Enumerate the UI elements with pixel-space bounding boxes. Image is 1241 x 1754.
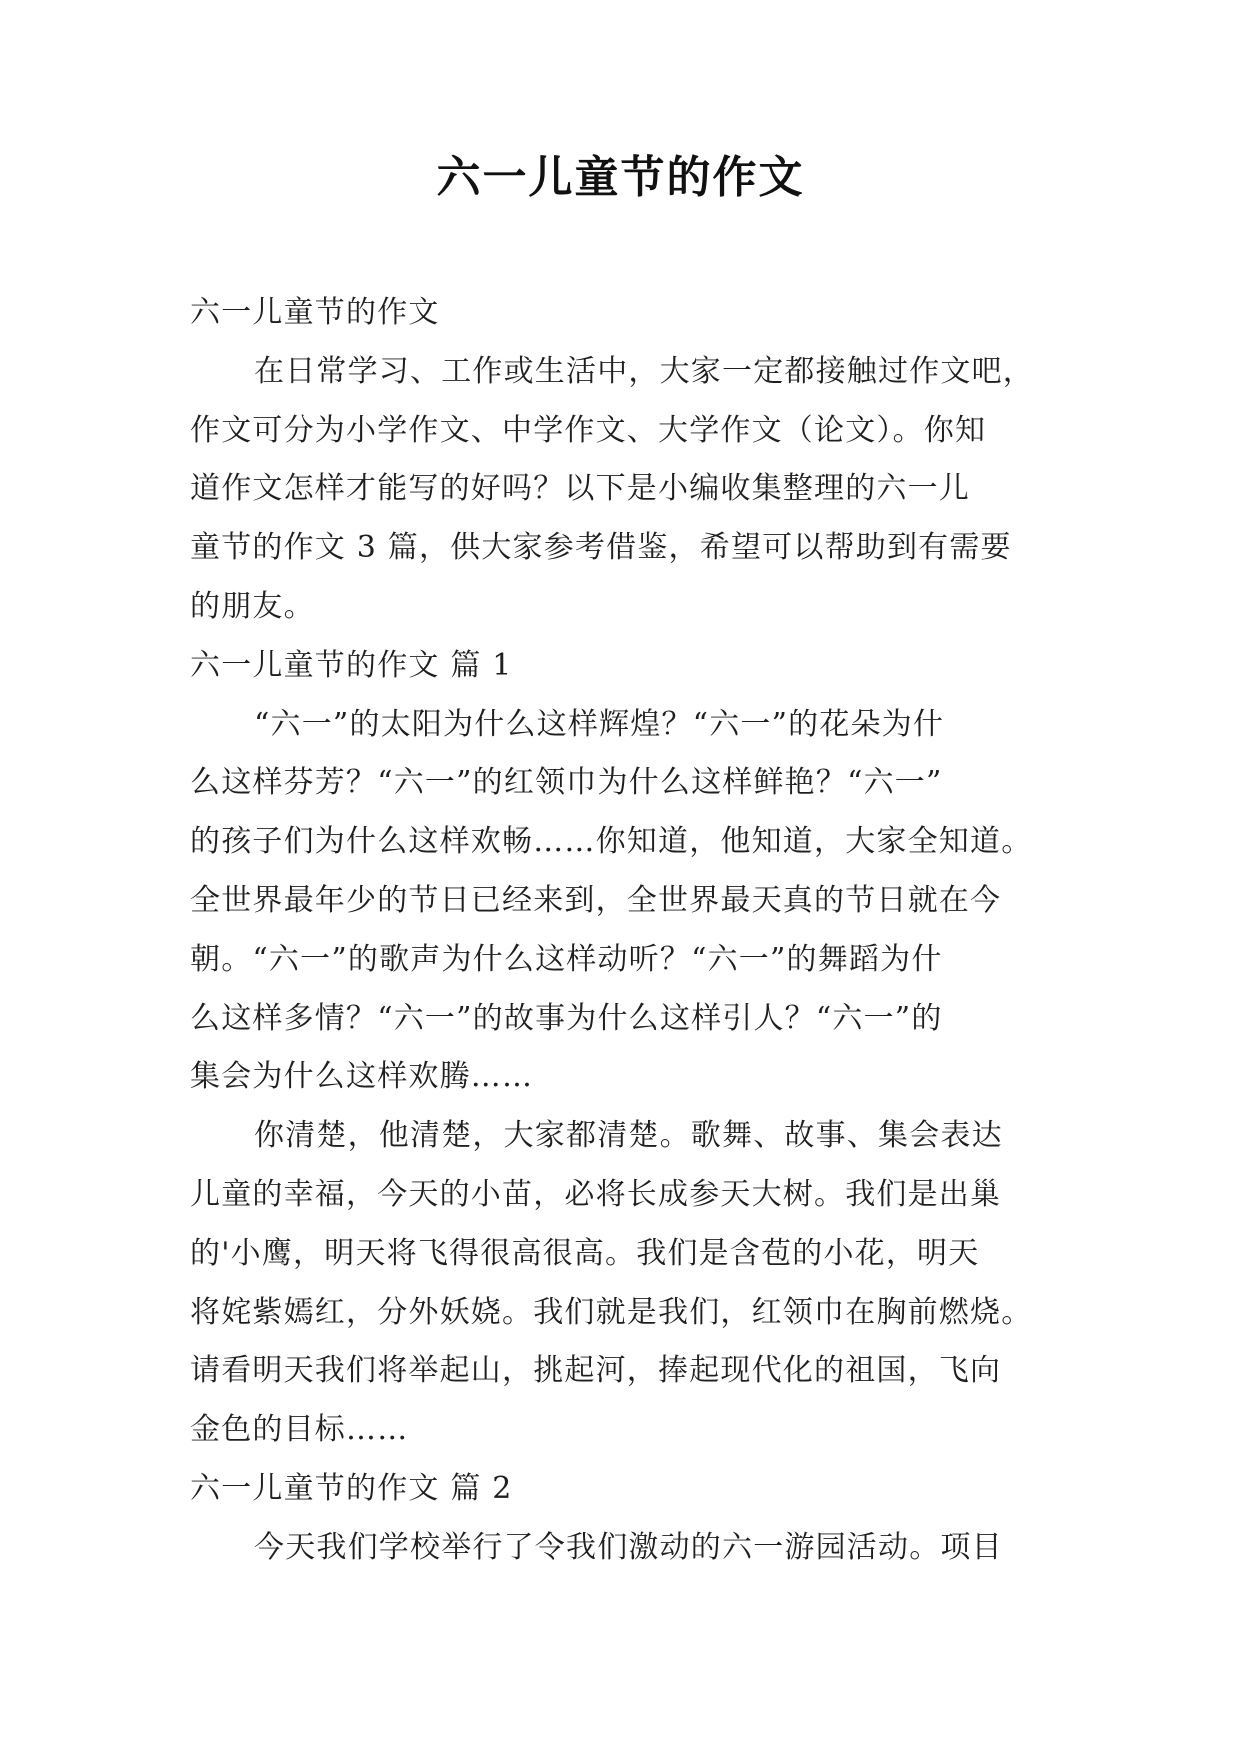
text-line: 童节的作文 3 篇，供大家参考借鉴，希望可以帮助到有需要 xyxy=(190,530,1012,566)
document-title: 六一儿童节的作文 xyxy=(436,152,805,203)
text-line: 金色的目标…… xyxy=(190,1412,409,1448)
text-line: 在日常学习、工作或生活中，大家一定都接触过作文吧， xyxy=(254,353,1034,389)
text-line: 的'小鹰，明天将飞得很高很高。我们是含苞的小花，明天 xyxy=(190,1235,980,1271)
text-line: 全世界最年少的节日已经来到，全世界最天真的节日就在今 xyxy=(190,882,1002,918)
text-line: 六一儿童节的作文 xyxy=(190,295,440,330)
text-line: “六一”的太阳为什么这样辉煌？“六一”的花朵为什 xyxy=(254,706,945,742)
text-line: 请看明天我们将举起山，挑起河，捧起现代化的祖国，飞向 xyxy=(190,1353,1002,1389)
text-line: 么这样芬芳？“六一”的红领巾为什么这样鲜艳？“六一” xyxy=(190,765,943,801)
document-body xyxy=(190,284,1048,1578)
text-line: 朝。“六一”的歌声为什么这样动听？“六一”的舞蹈为什 xyxy=(190,941,943,977)
text-line: 今天我们学校举行了令我们激动的六一游园活动。项目 xyxy=(254,1529,1003,1565)
text-line: 儿童的幸福，今天的小苗，必将长成参天大树。我们是出巢 xyxy=(190,1176,1002,1212)
text-line: 六一儿童节的作文 篇 1 xyxy=(190,647,513,683)
text-line: 作文可分为小学作文、中学作文、大学作文（论文）。你知 xyxy=(190,412,987,448)
text-line: 六一儿童节的作文 篇 2 xyxy=(190,1470,513,1506)
text-line: 么这样多情？“六一”的故事为什么这样引人？“六一”的 xyxy=(190,1000,943,1036)
text-line: 道作文怎样才能写的好吗？以下是小编收集整理的六一儿 xyxy=(190,471,970,507)
text-line: 的孩子们为什么这样欢畅……你知道，他知道，大家全知道。 xyxy=(190,824,1033,860)
text-line: 的朋友。 xyxy=(190,588,315,624)
text-line: 你清楚，他清楚，大家都清楚。歌舞、故事、集会表达 xyxy=(254,1118,1003,1154)
text-line: 集会为什么这样欢腾…… xyxy=(190,1059,534,1095)
text-line: 将姹紫嫣红，分外妖娆。我们就是我们，红领巾在胸前燃烧。 xyxy=(190,1294,1033,1330)
